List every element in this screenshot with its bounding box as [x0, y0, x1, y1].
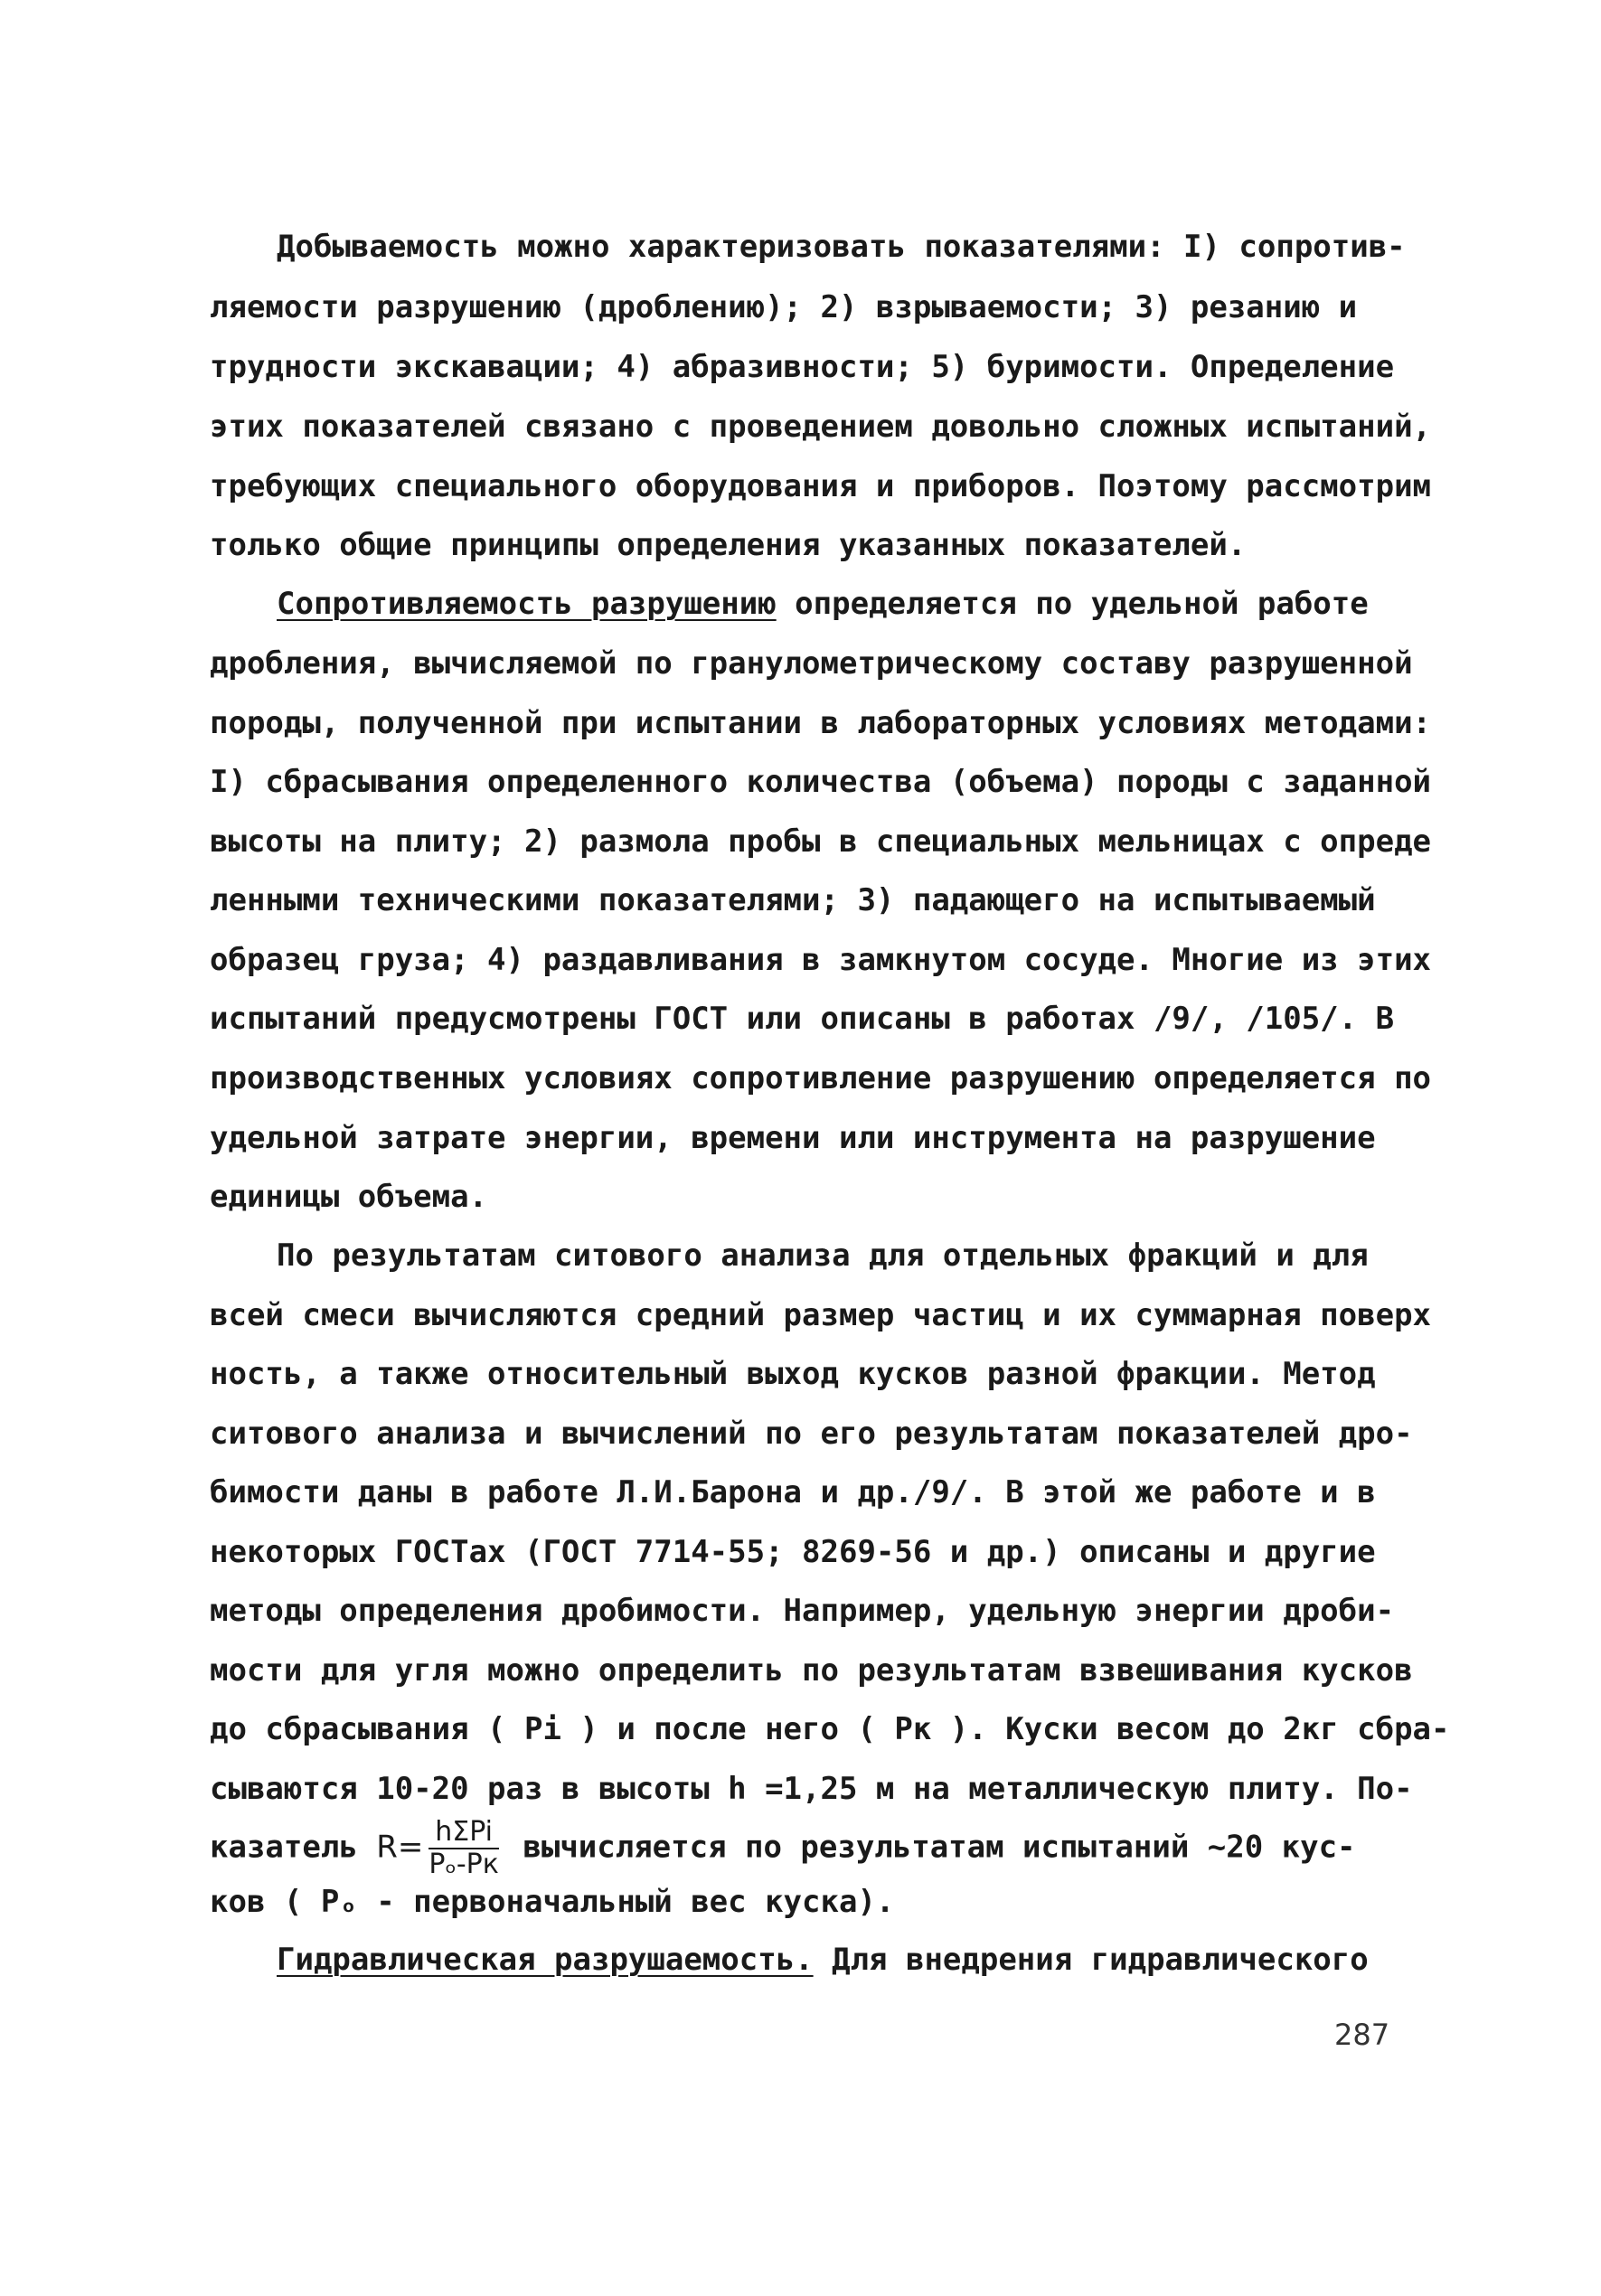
formula-fraction — [429, 1817, 499, 1880]
formula-denominator: Pₒ-Pк — [429, 1849, 499, 1880]
page-number: 287 — [1334, 2018, 1390, 2052]
section-heading-hydraulic: Гидравлическая разрушаемость. — [277, 1942, 814, 1978]
text-line: только общие принципы определения указанных показателей. — [210, 527, 1247, 563]
text-line: Добываемость можно характеризовать показателями: I) сопротив- — [277, 229, 1406, 265]
formula-line — [210, 1817, 1356, 1880]
text-line: ков ( Pₒ - первоначальный вес куска). — [210, 1884, 895, 1920]
text-span: Для внедрения гидравлического — [813, 1942, 1369, 1978]
text-line: бимости даны в работе Л.И.Барона и др./9/. В этой же работе и в — [210, 1474, 1376, 1510]
formula-lhs: R= — [376, 1829, 424, 1866]
text-line: некоторых ГОСТах (ГОСТ 7714-55; 8269-56 и др.) описаны и другие — [210, 1534, 1376, 1570]
text-line: производственных условиях сопротивление разрушению определяется по — [210, 1060, 1432, 1096]
text-line: I) сбрасывания определенного количества (объема) породы с заданной — [210, 764, 1432, 800]
text-line: высоты на плиту; 2) размола пробы в специальных мельницах с опреде — [210, 823, 1432, 860]
text-span: определяется по удельной работе — [776, 586, 1369, 622]
text-line: мости для угля можно определить по результатам взвешивания кусков — [210, 1652, 1413, 1689]
text-line: испытаний предусмотрены ГОСТ или описаны в работах /9/, /105/. В — [210, 1001, 1395, 1037]
text-line: ситового анализа и вычислений по его результатам показателей дро- — [210, 1416, 1413, 1452]
section-heading-resistance: Сопротивляемость разрушению — [277, 586, 777, 622]
text-line: единицы объема. — [210, 1179, 488, 1215]
text-line: до сбрасывания ( Pi ) и после него ( Pк ). Куски весом до 2кг сбра- — [210, 1711, 1450, 1747]
text-span: вычисляется по результатам испытаний ~20 кус- — [504, 1829, 1356, 1866]
text-line: требующих специального оборудования и приборов. Поэтому рассмотрим — [210, 468, 1432, 504]
text-line: ленными техническими показателями; 3) падающего на испытываемый — [210, 882, 1376, 918]
text-line: По результатам ситового анализа для отдельных фракций и для — [277, 1237, 1369, 1274]
paragraph-first-line — [277, 586, 1369, 622]
text-span: казатель — [210, 1829, 377, 1866]
text-line: удельной затрате энергии, времени или инструмента на разрушение — [210, 1120, 1376, 1156]
text-line: дробления, вычисляемой по гранулометрическому составу разрушенной — [210, 645, 1413, 682]
text-line: этих показателей связано с проведением довольно сложных испытаний, — [210, 409, 1432, 445]
formula-numerator: hΣPi — [429, 1817, 499, 1849]
text-line: ляемости разрушению (дроблению); 2) взрываемости; 3) резанию и — [210, 289, 1358, 325]
text-line: породы, полученной при испытании в лабораторных условиях методами: — [210, 705, 1432, 741]
paragraph-first-line — [277, 1942, 1369, 1978]
text-line: сываются 10-20 раз в высоты h =1,25 м на металлическую плиту. По- — [210, 1771, 1413, 1807]
text-line: трудности экскавации; 4) абразивности; 5) буримости. Определение — [210, 349, 1395, 385]
text-line: всей смеси вычисляются средний размер частиц и их суммарная поверх — [210, 1297, 1432, 1333]
text-line: ность, а также относительный выход кусков разной фракции. Метод — [210, 1356, 1376, 1392]
text-line: методы определения дробимости. Например, удельную энергии дроби- — [210, 1593, 1395, 1629]
text-line: образец груза; 4) раздавливания в замкнутом сосуде. Многие из этих — [210, 942, 1432, 978]
